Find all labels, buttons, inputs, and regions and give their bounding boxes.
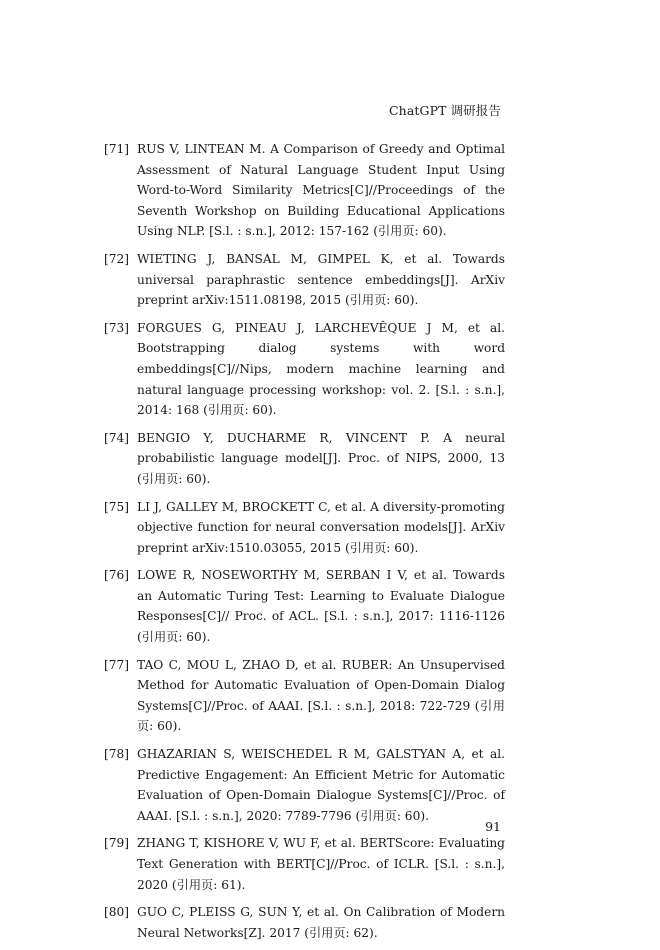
reference-entry xyxy=(104,902,505,943)
reference-text: FORGUES G, PINEAU J, LARCHEVÊQUE J M, et al. Bootstrapping dialog systems with word embeddings[C]//Nips, modern machine learning and natural language processing workshop: vol. 2. [S.l. : s.n.], 2014: 168 (引用页: 60). xyxy=(137,320,505,418)
reference-number: [71] xyxy=(104,142,130,156)
reference-text: TAO C, MOU L, ZHAO D, et al. RUBER: An Unsupervised Method for Automatic Evaluation of Open-Domain Dialog Systems[C]//Proc. of AAAI. [S.l. : s.n.], 2018: 722-729 (引用页: 60). xyxy=(137,657,505,734)
reference-number: [75] xyxy=(104,499,130,514)
reference-number: [76] xyxy=(104,568,130,583)
reference-number: [74] xyxy=(104,430,130,445)
reference-text: LI J, GALLEY M, BROCKETT C, et al. A diversity-promoting objective function for neural conversation models[J]. ArXiv preprint arXiv:1510.03055, 2015 (引用页: 60). xyxy=(137,499,505,555)
reference-list xyxy=(104,139,505,950)
reference-text: BENGIO Y, DUCHARME R, VINCENT P. A neural probabilistic language model[J]. Proc. of NIPS, 2000, 13 (引用页: 60). xyxy=(137,430,505,486)
reference-number: [80] xyxy=(104,905,130,920)
reference-number: [79] xyxy=(104,836,130,851)
reference-number: [72] xyxy=(104,251,130,266)
reference-number: [78] xyxy=(104,747,130,762)
reference-entry xyxy=(104,428,505,490)
reference-text: WIETING J, BANSAL M, GIMPEL K, et al. Towards universal paraphrastic sentence embeddings[J]. ArXiv preprint arXiv:1511.08198, 2015 (引用页: 60). xyxy=(137,251,505,308)
reference-text: ZHANG T, KISHORE V, WU F, et al. BERTScore: Evaluating Text Generation with BERT[C]//Proc. of ICLR. [S.l. : s.n.], 2020 (引用页: 61). xyxy=(137,836,505,892)
reference-text: RUS V, LINTEAN M. A Comparison of Greedy and Optimal Assessment of Natural Language Student Input Using Word-to-Word Similarity Metrics[C]//Proceedings of the Seventh Workshop on Building Educational Applications Using NLP. [S.l. : s.n.], 2012: 157-162 (引用页: 60). xyxy=(137,142,505,239)
reference-text: GHAZARIAN S, WEISCHEDEL R M, GALSTYAN A, et al. Predictive Engagement: An Efficient Metric for Automatic Evaluation of Open-Domain Dialogue Systems[C]//Proc. of AAAI. [S.l. : s.n.], 2020: 7789-7796 (引用页: 60). xyxy=(137,747,505,823)
reference-number: [73] xyxy=(104,320,130,335)
reference-text: GUO C, PLEISS G, SUN Y, et al. On Calibration of Modern Neural Networks[Z]. 2017 (引用页: 62). xyxy=(137,905,505,940)
reference-entry xyxy=(104,318,505,421)
reference-entry xyxy=(104,833,505,895)
running-header: ChatGPT 调研报告 xyxy=(389,103,501,118)
reference-text: LOWE R, NOSEWORTHY M, SERBAN I V, et al. Towards an Automatic Turing Test: Learning to Evaluate Dialogue Responses[C]// Proc. of ACL. [S.l. : s.n.], 2017: 1116-1126 (引用页: 60). xyxy=(137,568,505,645)
reference-entry xyxy=(104,497,505,559)
reference-number: [77] xyxy=(104,657,130,672)
reference-entry xyxy=(104,744,505,826)
reference-entry xyxy=(104,249,505,311)
page-number: 91 xyxy=(485,819,501,834)
reference-entry xyxy=(104,139,505,242)
reference-entry xyxy=(104,655,505,737)
reference-entry xyxy=(104,565,505,647)
